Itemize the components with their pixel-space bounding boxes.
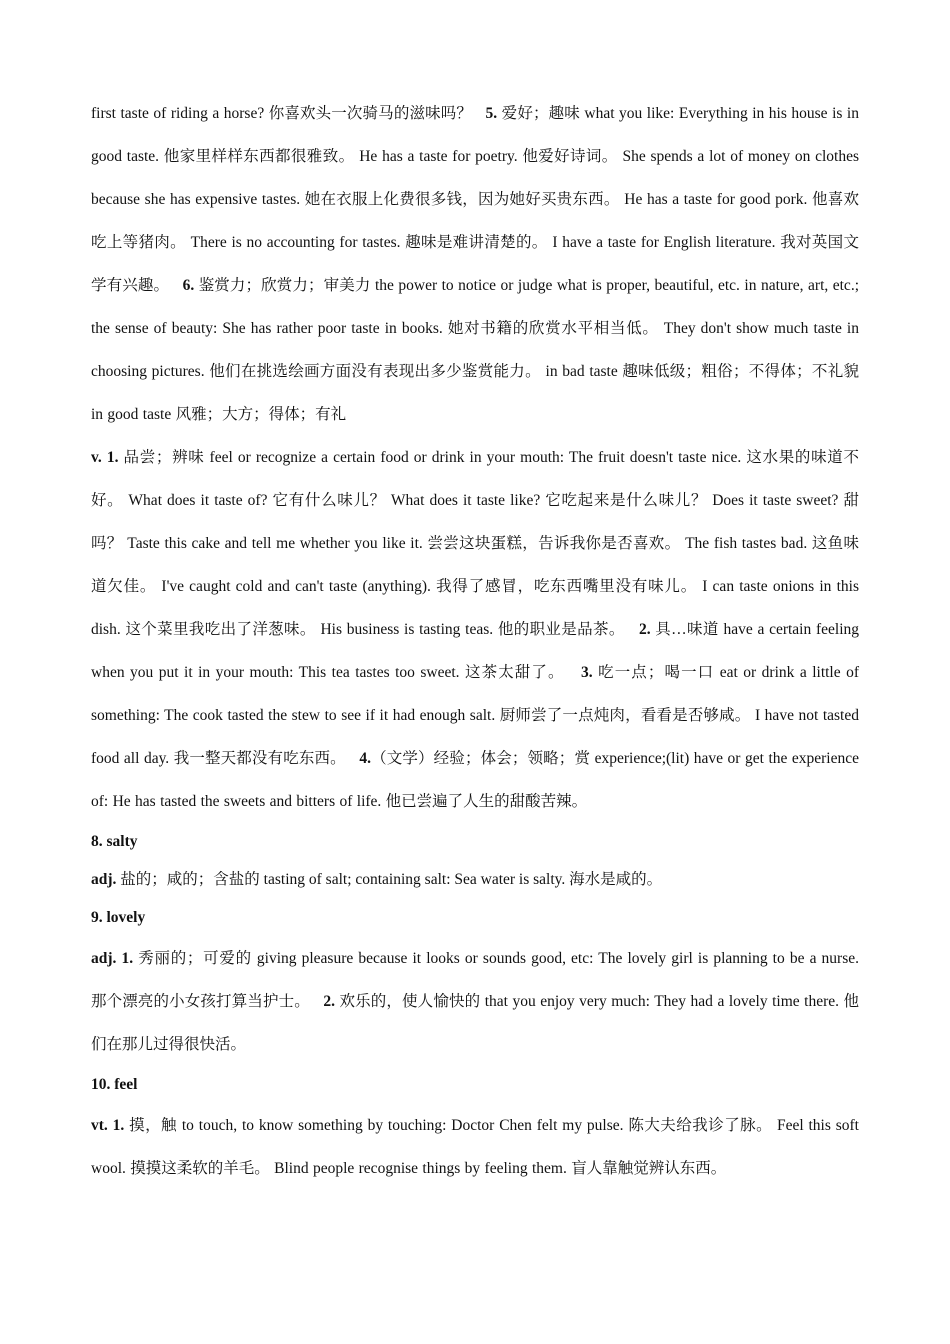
paragraph-text: 鉴赏力；欣赏力；审美力 the power to notice or judge what is proper, beautiful, etc. in nature, art, etc.; the sense of beauty: She has rather poor taste in books. 她对书籍的欣赏水平相当低。 They don't show much taste in choosing pictures. 他们在挑选绘画方面没有表现出多少鉴赏能力。 in bad taste 趣味低级；粗俗；不得体；不礼貌 in good taste 风雅；大方；得体；有礼 (91, 277, 859, 423)
paragraph-text: 秀丽的；可爱的 giving pleasure because it looks or sounds good, etc: The lovely girl is planning to be a nurse. 那个漂亮的小女孩打算当护士。 (91, 950, 859, 1010)
paragraph-text: 摸，触 to touch, to know something by touching: Doctor Chen felt my pulse. 陈大夫给我诊了脉。 Feel this soft wool. 摸摸这柔软的羊毛。 Blind people recognise things by feeling them. 盲人靠触觉辨认东西。 (91, 1117, 859, 1177)
entry-heading-salty: 8. salty (91, 833, 138, 850)
entry-heading-lovely: 9. lovely (91, 909, 146, 926)
sense-number: 3. (581, 664, 593, 681)
entry-taste-noun-continued (91, 92, 859, 436)
paragraph-text: first taste of riding a horse? 你喜欢头一次骑马的滋味吗？ (91, 105, 472, 122)
paragraph-text: 盐的；咸的；含盐的 tasting of salt; containing salt: Sea water is salty. 海水是咸的。 (116, 871, 663, 888)
entry-lovely (91, 937, 859, 1066)
entry-feel (91, 1104, 859, 1190)
part-of-speech: adj. (91, 871, 117, 888)
part-of-speech: adj. 1. (91, 950, 134, 967)
paragraph-text: 爱好；趣味 what you like: Everything in his house is in good taste. 他家里样样东西都很雅致。 He has a taste for poetry. 他爱好诗词。 She spends a lot of money on clothes because she has expensive tastes. 她在衣服上化费很多钱，因为她好买贵东西。 He has a taste for good pork. 他喜欢吃上等猪肉。 There is no accounting for tastes. 趣味是难讲清楚的。 I have a taste for English literature. 我对英国文学有兴趣。 (91, 105, 859, 294)
sense-number: 4. (359, 750, 371, 767)
sense-number: 6. (182, 277, 195, 294)
entry-heading-feel: 10. feel (91, 1076, 138, 1093)
paragraph-text: 品尝；辨味 feel or recognize a certain food or drink in your mouth: The fruit doesn't taste nice. 这水果的味道不好。 What does it taste of? 它有什么味儿？ What does it taste like? 它吃起来是什么味儿？ Does it taste sweet? 甜吗？ Taste this cake and tell me whether you like it. 尝尝这块蛋糕，告诉我你是否喜欢。 The fish tastes bad. 这鱼味道欠佳。 I've caught cold and can't taste (anything). 我得了感冒，吃东西嘴里没有味儿。 I can taste onions in this dish. 这个菜里我吃出了洋葱味。 His business is tasting teas. 他的职业是品茶。 (91, 449, 859, 638)
entry-taste-verb (91, 436, 859, 823)
sense-number: 2. (323, 993, 336, 1010)
paragraph-text: 具…味道 have a certain feeling when you put it in your mouth: This tea tastes too sweet. 这茶太甜了。 (91, 621, 860, 681)
sense-number: 5. (485, 105, 498, 122)
part-of-speech: vt. 1. (91, 1117, 125, 1134)
entry-salty (91, 861, 859, 899)
paragraph-text: 吃一点；喝一口 eat or drink a little of something: The cook tasted the stew to see if it had enough salt. 厨师尝了一点炖肉，看看是否够咸。 I have not tasted food all day. 我一整天都没有吃东西。 (91, 664, 859, 767)
paragraph-text: （文学）经验；体会；领略；赏 experience;(lit) have or get the experience of: He has tasted the sweets and bitters of life. 他已尝遍了人生的甜酸苦辣。 (91, 750, 860, 810)
paragraph-text: 欢乐的，使人愉快的 that you enjoy very much: They had a lovely time there. 他们在那儿过得很快活。 (91, 993, 859, 1053)
sense-number: 2. (638, 621, 651, 638)
part-of-speech: v. 1. (91, 449, 119, 466)
document-page (91, 92, 859, 1190)
